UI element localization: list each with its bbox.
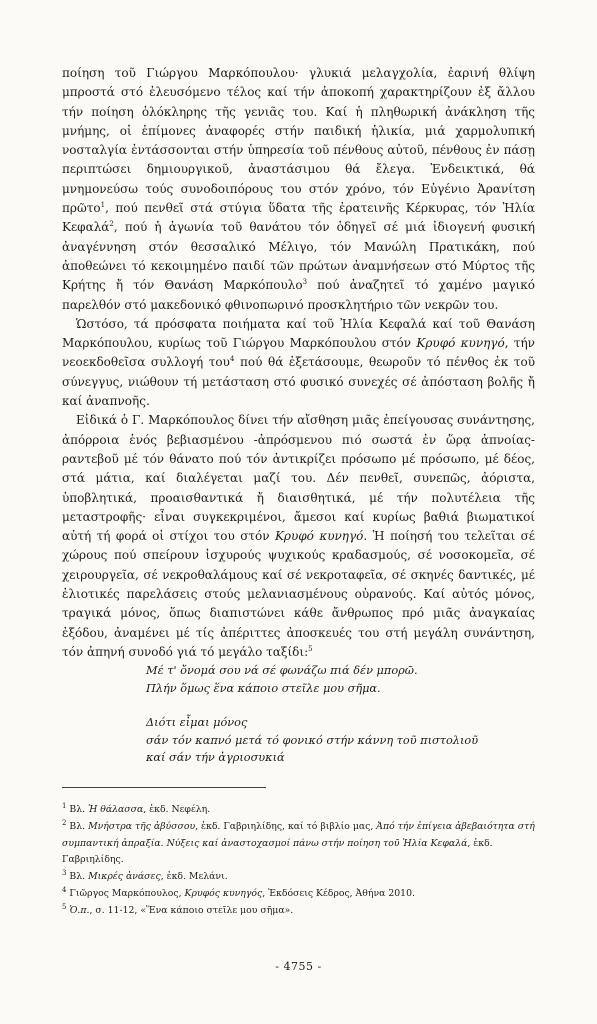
footnote-ref: 5 <box>62 903 67 912</box>
poem-line: Πλήν ὅμως ἕνα κάποιο στεῖλε μου σῆμα. <box>146 681 381 695</box>
text-run: , ἐκδ. Μελάνι. <box>160 871 228 883</box>
italic-title: Κρυφό κυνηγό <box>274 529 364 544</box>
footnotes <box>62 802 535 920</box>
page-number: - 4755 - <box>275 960 322 973</box>
text-run: Βλ. <box>66 803 89 815</box>
poem-line: Μέ τ' ὄνομά σου νά σέ φωνάζω πιά δέν μπορῶ. <box>146 664 418 678</box>
footnote <box>62 869 535 886</box>
text-run: πού ἀναζητεῖ τό χαμένο μαγικό παρελθόν στό μακεδονικό φθινοπωρινό προσκλητήριο τῶν νεκρῶν του. <box>62 278 535 312</box>
text-run: . Ἡ ποίησή του τελεῖται σέ χώρους πού σπείρουν ἰσχυρούς ψυχικούς κραδασμούς, σέ νοσοκομεῖα, σέ χειρουργεῖα, σέ νεκροθαλάμους καί σέ νεκροταφεῖα, σέ σκηνές δαντικές, μέ ἐλιοτικές παρελάσεις στούς μελανιασμένους οὐρανούς. Καί αὐτός μόνος, τραγικά μόνος, ὅπως διαπιστώνει κάθε ἄνθρωπος πρό μιᾶς ἀναγκαίας ἐξόδου, ἀναμένει μέ τίς ἀπέριττες ἀποσκευές του στή μεγάλη συνάντηση, τόν ἀπηνή συνοδό γιά τό μεγάλο ταξίδι: <box>62 529 536 659</box>
footnote-ref: 1 <box>100 201 106 210</box>
footnote-ref: 3 <box>302 278 308 287</box>
body-paragraph <box>62 64 535 315</box>
text-run: Εἰδικά ὁ Γ. Μαρκόπουλος δίνει τήν αἴσθηση μιᾶς ἐπείγουσας συνάντησης, ἀπόρροια ἑνός βεβιασμένου -ἀπρόσμενου πιό σωστά ἐν ὥρᾳ ἀπνοίας- ραντεβοῦ μέ τόν θάνατο πού τόν ἀντικρίζει πρόσωπο μέ πρόσωπο, μέ δέος, στά μάτια, καί διαλέγεται μαζί του. Δέν πενθεῖ, συνεπῶς, ἀόριστα, ὑποβλητικά, προαισθαντικά ἤ διαισθητικά, μέ τήν πολυτέλεια τῆς μεταστροφῆς· εἶναι συγκεκριμένοι, ἄμεσοι καί κυρίως βαθιά βιωματικοί αὐτή τή φορά οἱ στίχοι του στόν <box>62 413 535 544</box>
italic-title: Κρυφός κυνηγός <box>184 888 263 900</box>
italic-title: Μνήστρα τῆς ἀβύσσου <box>88 820 196 832</box>
text-run: , πού πενθεῖ στά στύγια ὕδατα τῆς ἐρατεινῆς Κέρκυρας, τόν Ἠλία Κεφαλά <box>62 201 535 235</box>
footnote-ref: 4 <box>229 355 235 364</box>
text-run: πού θά ἐξετάσουμε, θεωροῦν τό πένθος ἐκ τοῦ σύνεγγυς, νιώθουν τή μετάσταση στό φυσικό συνεχές σέ ἀπόσταση βολῆς ἤ καί ἀναπνοῆς. <box>62 355 535 409</box>
italic-title: Ἀπό τήν ἐπίγεια ἀβεβαιότητα στή συμπαντική ἀπραξία. Νύξεις καί ἀναστοχασμοί πάνω στήν ποίηση τοῦ Ἠλία Κεφαλά <box>62 820 535 849</box>
footnote-ref: 2 <box>109 220 114 229</box>
footnote <box>62 819 535 870</box>
footnote <box>62 886 535 903</box>
body-paragraph <box>62 315 535 411</box>
footnote <box>62 802 535 819</box>
text-run: Γιῶργος Μαρκόπουλος, <box>66 888 185 900</box>
italic-title: Κρυφό κυνηγό <box>416 336 505 351</box>
footnote <box>62 903 535 920</box>
italic-title: Ἡ θάλασσα <box>88 803 144 815</box>
footnote-ref: 2 <box>62 818 67 827</box>
poem-quote <box>146 662 535 767</box>
italic-title: Ὁ.π. <box>69 905 90 917</box>
poem-line: Διότι εἶμαι μόνος <box>146 716 248 730</box>
text-run: , ἐκδ. Γαβριηλίδης, καί τό βιβλίο μας, <box>195 820 377 832</box>
poem-line: σάν τόν καπνό μετά τό φονικό στήν κάννη τοῦ πιστολιοῦ <box>146 733 479 747</box>
text-run: , πού ἡ ἀγωνία τοῦ θανάτου τόν ὁδηγεῖ σέ μιά ἰδιογενή φυσική ἀναγέννηση στόν θεσσαλικό Μέλιγο, τόν Μανώλη Πρατικάκη, πού ἀποθεώνει τό κεκοιμημένο παιδί τῶν πρώτων ἀναμνήσεων στό Μύρτος τῆς Κρήτης ἤ τόν Θανάση Μαρκόπουλο <box>62 220 535 293</box>
page-body <box>62 64 535 920</box>
text-run: Ὡστόσο, τά πρόσφατα ποιήματα καί τοῦ Ἠλία Κεφαλά καί τοῦ Θανάση Μαρκόπουλου, κυρίως τοῦ Γιώργου Μαρκόπουλου στόν <box>62 316 535 351</box>
text-run: , ἐκδ. Νεφέλη. <box>143 803 211 815</box>
body-paragraphs <box>62 64 535 662</box>
italic-title: Μικρές ἀνάσες <box>88 871 161 883</box>
footnote-ref: 5 <box>308 644 313 653</box>
footnote-ref: 3 <box>62 869 67 878</box>
poem-line: καί σάν τήν ἀγριοσυκιά <box>146 751 285 765</box>
text-run: Βλ. <box>66 871 89 883</box>
stanza-gap <box>146 697 535 714</box>
footnote-ref: 1 <box>62 801 67 810</box>
footnote-divider <box>62 787 266 788</box>
text-run: , ἐκδ. Γαβριηλίδης. <box>62 837 493 866</box>
text-run: , Ἐκδόσεις Κέδρος, Ἀθήνα 2010. <box>262 888 415 900</box>
footnote-ref: 4 <box>62 886 67 895</box>
text-run: ποίηση τοῦ Γιώργου Μαρκόπουλου· γλυκιά μελαγχολία, ἐαρινή θλίψη μπροστά στό ἐλευσόμενο τέλος καί τήν ἀποκοπή χαρακτηρίζουν ἐξ ἄλλου τήν ποίηση ὁλόκληρης τῆς γενιᾶς του. Καί ἡ πληθωρική ἀνάκληση τῆς μνήμης, οἱ ἐπίμονες ἀναφορές στήν παιδική ἡλικία, μιά χαρμολυπική νοσταλγία ἐντάσσονται στήν ὑπηρεσία τοῦ πένθους αὐτοῦ, πένθους ἐν πάσῃ περιπτώσει δημιουργικοῦ, ἀναστάσιμου θά ἔλεγα. Ἐνδεικτικά, θά μνημονεύσω τούς συνοδοιπόρους του στόν χρόνο, τόν Εὐγένιο Ἀρανίτση πρῶτο <box>62 66 535 216</box>
body-paragraph <box>62 411 535 662</box>
text-run: Βλ. <box>66 820 89 832</box>
text-run: , τήν νεοεκδοθεῖσα συλλογή του <box>62 336 535 370</box>
text-run: , σ. 11-12, «Ἕνα κάποιο στεῖλε μου σῆμα». <box>89 905 294 917</box>
